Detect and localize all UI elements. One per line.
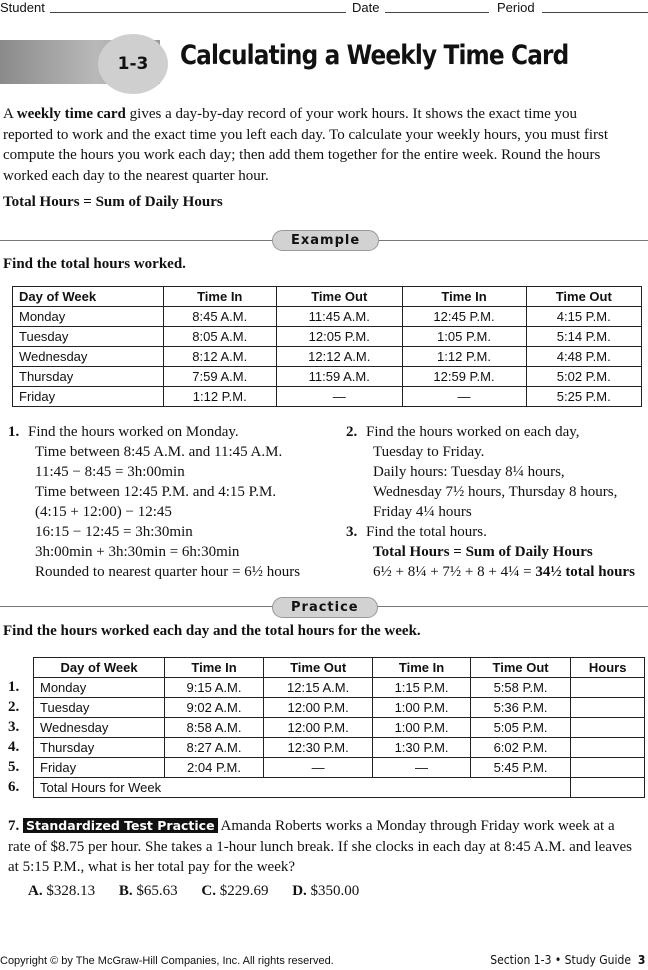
table-cell: 5:05 P.M. <box>470 718 571 738</box>
hours-answer-cell[interactable] <box>571 718 645 738</box>
total-hours-answer-cell[interactable] <box>571 778 645 798</box>
intro-text: gives a day-by-day record of your work hours. It shows the exact time you reported to work and the exact time you left each day. To calculate your weekly hours, you must first compute the hours you work each day; then add them together for the entire week. Round the hours worked each day to the nearest quarter hour. <box>3 106 609 184</box>
table-cell: Thursday <box>13 367 164 387</box>
table-cell: 1:15 P.M. <box>373 678 470 698</box>
table-cell: Monday <box>34 678 165 698</box>
row-number: 2. <box>8 699 20 715</box>
step-line: Wednesday 7½ hours, Thursday 8 hours, <box>373 484 618 500</box>
question-7 <box>8 816 638 901</box>
table-cell: 12:00 P.M. <box>263 698 372 718</box>
table-cell: 8:05 A.M. <box>163 327 276 347</box>
choice-d[interactable]: D. $350.00 <box>292 882 360 899</box>
student-field[interactable] <box>50 12 346 13</box>
lesson-number: 1-3 <box>117 54 149 74</box>
table-cell: 12:45 P.M. <box>402 307 526 327</box>
row-number: 6. <box>8 779 20 795</box>
table-cell: — <box>263 758 372 778</box>
step-number: 1. <box>8 424 20 440</box>
lesson-number-badge <box>98 34 168 94</box>
table-row <box>13 307 642 327</box>
example-table <box>12 286 642 407</box>
step-line: Time between 12:45 P.M. and 4:15 P.M. <box>35 484 277 500</box>
table-cell: Wednesday <box>34 718 165 738</box>
table-cell: 12:05 P.M. <box>276 327 402 347</box>
column-header: Day of Week <box>34 658 165 678</box>
table-cell: 11:45 A.M. <box>276 307 402 327</box>
table-row <box>34 698 645 718</box>
step-line: (4:15 + 12:00) − 12:45 <box>35 504 172 520</box>
table-cell: 5:45 P.M. <box>470 758 571 778</box>
table-cell: 5:36 P.M. <box>470 698 571 718</box>
table-row <box>34 758 645 778</box>
table-cell: 5:14 P.M. <box>526 327 642 347</box>
choice-a[interactable]: A. $328.13 <box>28 882 96 899</box>
table-cell: 12:15 A.M. <box>263 678 372 698</box>
table-cell: 4:15 P.M. <box>526 307 642 327</box>
step-line: Rounded to nearest quarter hour = 6½ hours <box>35 564 301 580</box>
table-cell: Friday <box>34 758 165 778</box>
footer-section <box>490 953 645 967</box>
table-cell: 1:12 P.M. <box>163 387 276 407</box>
column-header: Day of Week <box>13 287 164 307</box>
table-cell: Monday <box>13 307 164 327</box>
step-line: Friday 4¼ hours <box>373 504 472 520</box>
question-number: 7. <box>8 818 20 834</box>
student-label: Student <box>0 0 45 15</box>
table-cell: 8:27 A.M. <box>165 738 264 758</box>
table-header-row <box>34 658 645 678</box>
intro-text: A <box>3 106 17 122</box>
step-line: Tuesday to Friday. <box>373 444 485 460</box>
choice-c[interactable]: C. $229.69 <box>201 882 269 899</box>
practice-prompt: Find the hours worked each day and the total hours for the week. <box>3 623 421 639</box>
step-line: Find the total hours. <box>366 524 487 540</box>
table-cell: 9:15 A.M. <box>165 678 264 698</box>
table-row <box>13 367 642 387</box>
step-line: 3h:00min + 3h:30min = 6h:30min <box>35 544 240 560</box>
column-header: Time Out <box>276 287 402 307</box>
page-number: 3 <box>637 953 645 967</box>
step-line: Time between 8:45 A.M. and 11:45 A.M. <box>35 444 283 460</box>
table-row <box>13 327 642 347</box>
table-row <box>34 718 645 738</box>
table-cell: Wednesday <box>13 347 164 367</box>
column-header: Time Out <box>526 287 642 307</box>
table-cell: — <box>402 387 526 407</box>
row-number: 1. <box>8 679 20 695</box>
period-label: Period <box>497 0 535 15</box>
table-cell: 2:04 P.M. <box>165 758 264 778</box>
table-row <box>34 678 645 698</box>
section-label: Section 1-3 • Study Guide <box>489 953 631 967</box>
table-cell: 12:00 P.M. <box>263 718 372 738</box>
table-row <box>13 347 642 367</box>
date-field[interactable] <box>385 12 489 13</box>
example-label: Example <box>272 230 379 251</box>
table-cell: 1:30 P.M. <box>373 738 470 758</box>
choice-b[interactable]: B. $65.63 <box>118 882 178 899</box>
practice-table <box>33 657 645 798</box>
table-cell: 12:12 A.M. <box>276 347 402 367</box>
table-cell: 1:00 P.M. <box>373 718 470 738</box>
hours-answer-cell[interactable] <box>571 758 645 778</box>
answer-choices <box>8 881 638 902</box>
table-cell: 6:02 P.M. <box>470 738 571 758</box>
example-prompt: Find the total hours worked. <box>3 256 186 272</box>
table-cell: 12:59 P.M. <box>402 367 526 387</box>
table-header-row <box>13 287 642 307</box>
period-field[interactable] <box>542 12 648 13</box>
table-cell: 5:58 P.M. <box>470 678 571 698</box>
step-number: 3. <box>346 524 358 540</box>
standardized-test-badge: Standardized Test Practice <box>23 818 218 833</box>
row-number: 5. <box>8 759 20 775</box>
table-cell: — <box>373 758 470 778</box>
table-cell: 11:59 A.M. <box>276 367 402 387</box>
table-cell: 8:58 A.M. <box>165 718 264 738</box>
question-text: Amanda Roberts works a Monday through Friday work week at a rate of $8.75 per hour. She takes a 1-hour lunch break. If she clocks in each day at 8:45 A.M. and leaves at 5:15 P.M., what is her total pay for the week? <box>8 818 632 875</box>
step-sum: 6½ + 8¼ + 7½ + 8 + 4¼ = <box>373 564 536 580</box>
intro-term: weekly time card <box>16 106 126 122</box>
column-header: Time In <box>165 658 264 678</box>
table-cell: Friday <box>13 387 164 407</box>
step-2-3 <box>346 422 646 582</box>
table-cell: 5:02 P.M. <box>526 367 642 387</box>
table-row <box>13 387 642 407</box>
table-cell: 8:12 A.M. <box>163 347 276 367</box>
intro-paragraph <box>3 104 628 186</box>
step-line: Find the hours worked on each day, <box>366 424 580 440</box>
table-cell: Tuesday <box>34 698 165 718</box>
table-row <box>34 738 645 758</box>
copyright: Copyright © by The McGraw-Hill Companies, Inc. All rights reserved. <box>0 955 334 967</box>
column-header: Hours <box>571 658 645 678</box>
practice-label: Practice <box>272 597 378 618</box>
table-cell: Thursday <box>34 738 165 758</box>
row-number: 4. <box>8 739 20 755</box>
hours-answer-cell[interactable] <box>571 678 645 698</box>
column-header: Time Out <box>470 658 571 678</box>
table-cell: — <box>276 387 402 407</box>
row-number: 3. <box>8 719 20 735</box>
step-line: Find the hours worked on Monday. <box>28 424 239 440</box>
table-cell: 8:45 A.M. <box>163 307 276 327</box>
formula: Total Hours = Sum of Daily Hours <box>3 194 223 210</box>
total-label: Total Hours for Week <box>34 778 571 798</box>
table-cell: 12:30 P.M. <box>263 738 372 758</box>
step-1 <box>8 422 328 582</box>
table-cell: 1:05 P.M. <box>402 327 526 347</box>
table-cell: 9:02 A.M. <box>165 698 264 718</box>
step-line: Daily hours: Tuesday 8¼ hours, <box>373 464 565 480</box>
column-header: Time In <box>402 287 526 307</box>
table-cell: 5:25 P.M. <box>526 387 642 407</box>
page-title: Calculating a Weekly Time Card <box>180 40 569 71</box>
step-result: 34½ total hours <box>535 564 635 580</box>
step-line: 16:15 − 12:45 = 3h:30min <box>35 524 193 540</box>
hours-answer-cell[interactable] <box>571 738 645 758</box>
table-cell: 7:59 A.M. <box>163 367 276 387</box>
column-header: Time Out <box>263 658 372 678</box>
hours-answer-cell[interactable] <box>571 698 645 718</box>
table-cell: 4:48 P.M. <box>526 347 642 367</box>
total-row <box>34 778 645 798</box>
step-number: 2. <box>346 424 358 440</box>
date-label: Date <box>352 0 380 15</box>
column-header: Time In <box>163 287 276 307</box>
table-cell: 1:00 P.M. <box>373 698 470 718</box>
table-cell: 1:12 P.M. <box>402 347 526 367</box>
step-formula: Total Hours = Sum of Daily Hours <box>373 544 593 560</box>
step-line: 11:45 − 8:45 = 3h:00min <box>35 464 185 480</box>
table-cell: Tuesday <box>13 327 164 347</box>
column-header: Time In <box>373 658 470 678</box>
